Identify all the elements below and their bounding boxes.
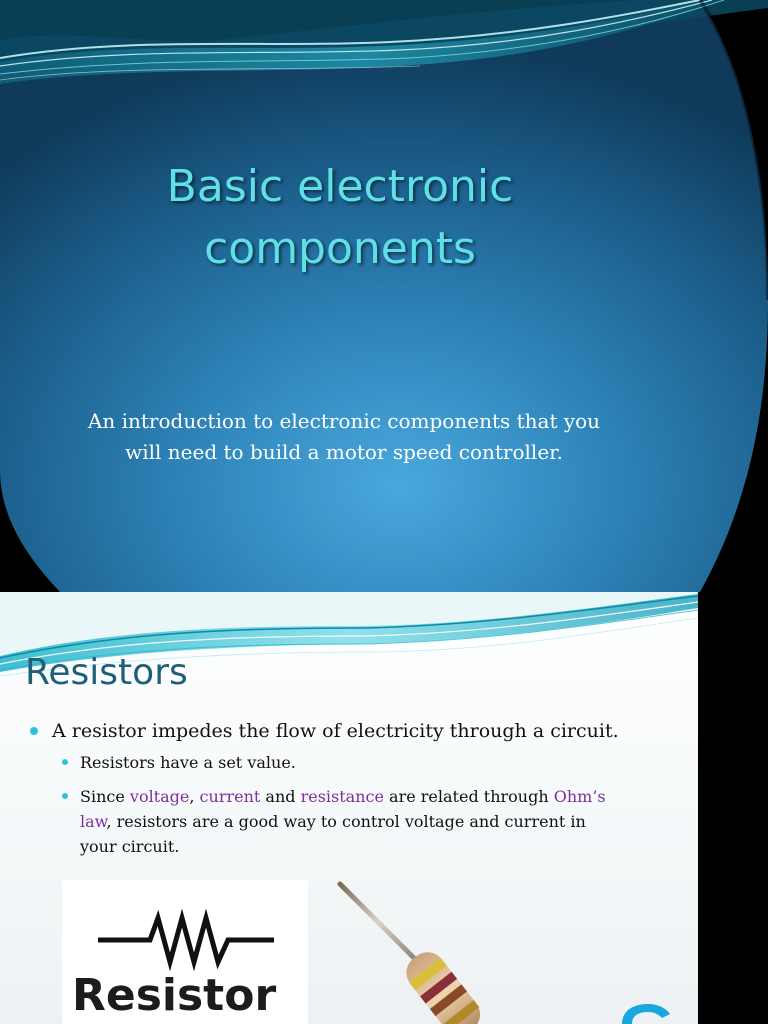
- text-run: Since: [80, 787, 130, 806]
- sub-bullet-text: [80, 784, 680, 859]
- text-run: are related through: [383, 787, 554, 806]
- slide-title-line-1: Basic electronic: [166, 161, 514, 212]
- slide-subtitle-line-2: will need to build a motor speed controller.: [125, 440, 563, 464]
- voltage-link[interactable]: voltage: [129, 787, 190, 806]
- bullet-icon: [62, 759, 68, 765]
- ohms-law-link[interactable]: Ohm’s: [553, 787, 606, 806]
- resistor-photo: [330, 880, 550, 1024]
- resistor-symbol-label: Resistor: [72, 970, 277, 1021]
- text-run: , resistors are a good way to control voltage and current in: [106, 812, 586, 831]
- right-margin: [698, 592, 768, 1024]
- slide-subtitle-line-1: An introduction to electronic components that you: [87, 409, 601, 433]
- resistor-symbol-image: [62, 880, 308, 1024]
- resistors-slide: [0, 592, 698, 1024]
- logo-icon: [614, 1000, 674, 1024]
- slide-subtitle: [0, 406, 688, 468]
- text-run: your circuit.: [80, 837, 180, 856]
- ohms-law-link[interactable]: law: [80, 812, 107, 831]
- resistor-component-icon: [330, 880, 550, 1024]
- slide-title: [0, 156, 680, 280]
- bullet-icon: [30, 727, 38, 735]
- slide-title-line-2: components: [204, 223, 476, 274]
- text-run: ,: [189, 787, 200, 806]
- sub-bullet-text: Resistors have a set value.: [80, 753, 296, 772]
- text-run: and: [260, 787, 301, 806]
- current-link[interactable]: current: [199, 787, 261, 806]
- logo-fragment: [614, 1000, 674, 1024]
- resistance-link[interactable]: resistance: [300, 787, 384, 806]
- slide-title: Resistors: [25, 652, 188, 693]
- bullet-text: A resistor impedes the flow of electricity through a circuit.: [52, 720, 619, 742]
- bullet-icon: [62, 793, 68, 799]
